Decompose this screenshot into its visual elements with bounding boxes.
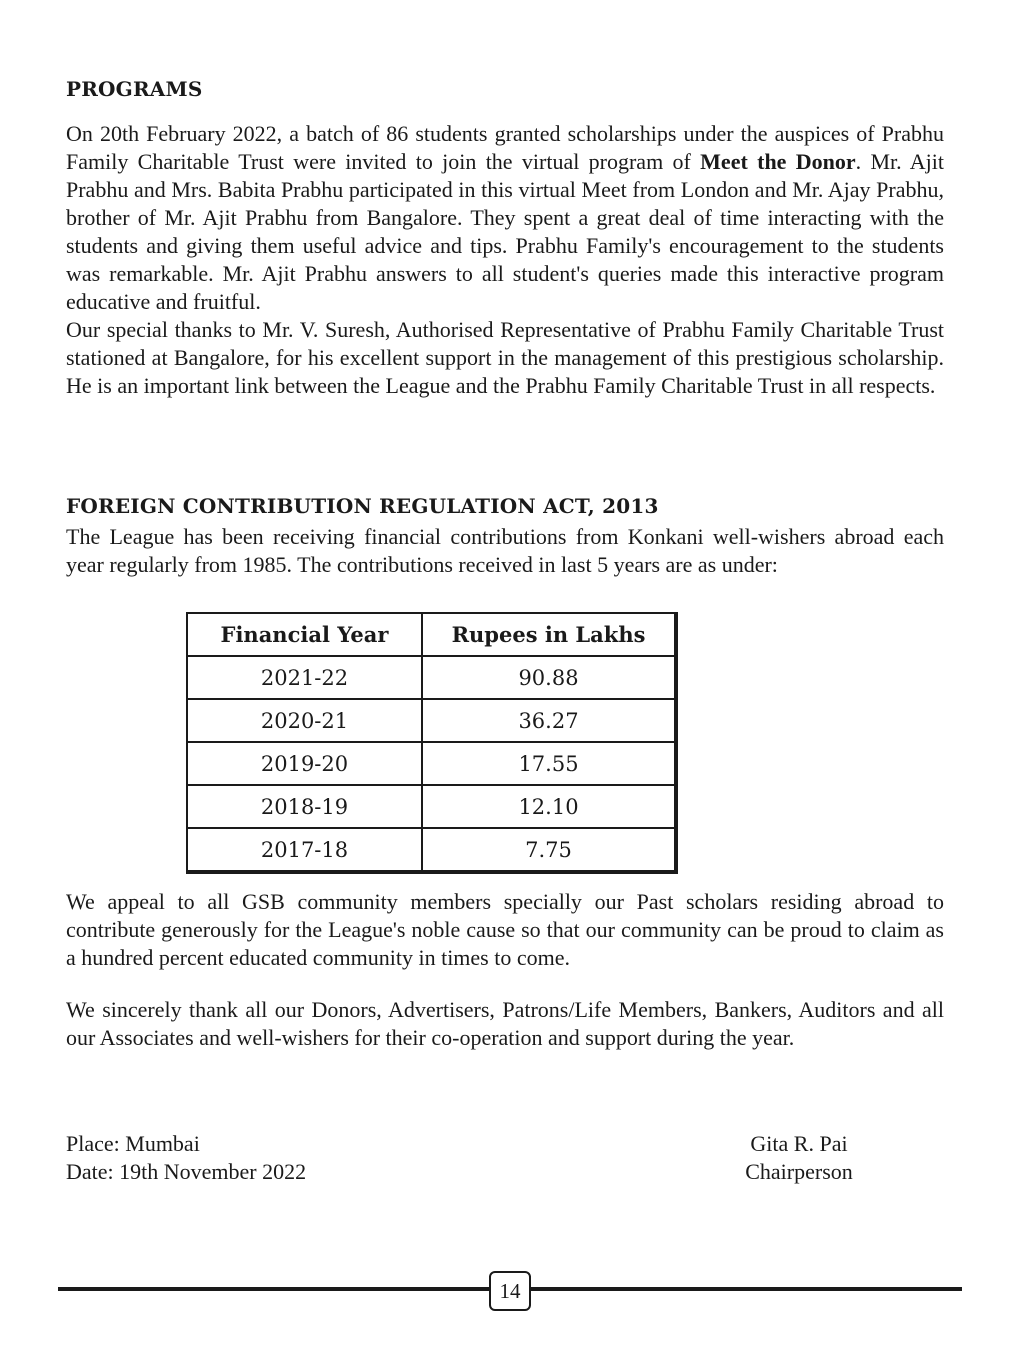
year-cell: 2019-20 bbox=[187, 742, 422, 785]
signatory-role: Chairperson bbox=[745, 1159, 853, 1184]
thanks-paragraph: We sincerely thank all our Donors, Advertisers, Patrons/Life Members, Bankers, Auditors and all our Associates and well-wishers for their co-operation and support during the year. bbox=[66, 997, 944, 1050]
signatory-name: Gita R. Pai bbox=[750, 1131, 848, 1156]
year-cell: 2017-18 bbox=[187, 828, 422, 872]
amount-cell: 36.27 bbox=[422, 699, 676, 742]
year-cell: 2018-19 bbox=[187, 785, 422, 828]
table-row bbox=[187, 699, 676, 742]
amount-cell: 17.55 bbox=[422, 742, 676, 785]
programs-paragraph-2: Our special thanks to Mr. V. Suresh, Authorised Representative of Prabhu Family Charitable Trust stationed at Bangalore, for his excellent support in the management of this prestigious scholarship. He is an important link between the League and the Prabhu Family Charitable Trust in all respects. bbox=[66, 317, 944, 398]
signature-block bbox=[734, 1130, 864, 1186]
meet-the-donor-bold: Meet the Donor bbox=[700, 149, 856, 174]
table-row bbox=[187, 828, 676, 872]
year-cell: 2021-22 bbox=[187, 656, 422, 699]
programs-text-b: . Mr. Ajit Prabhu and Mrs. Babita Prabhu participated in this virtual Meet from London and Mr. Ajay Prabhu, brother of Mr. Ajit Prabhu from Bangalore. They spent a great deal of time interacting with the students and giving them useful advice and tips. Prabhu Family's encouragement to the students was remarkable. Mr. Ajit Prabhu answers to all student's queries made this interactive program educative and fruitful. bbox=[66, 149, 945, 314]
fcra-heading: FOREIGN CONTRIBUTION REGULATION ACT, 2013 bbox=[66, 494, 659, 518]
table-row bbox=[187, 742, 676, 785]
place-date-block bbox=[66, 1130, 306, 1186]
header-rupees-in-lakhs: Rupees in Lakhs bbox=[422, 613, 676, 656]
footer-rule-right bbox=[531, 1287, 962, 1291]
table-header-row bbox=[187, 613, 676, 656]
amount-cell: 7.75 bbox=[422, 828, 676, 872]
programs-text-a: On 20th February 2022, a batch of 86 students granted scholarships under the auspices of Prabhu Family Charitable Trust were invited to join the virtual program of bbox=[66, 121, 944, 174]
date-line: Date: 19th November 2022 bbox=[66, 1159, 307, 1184]
amount-cell: 12.10 bbox=[422, 785, 676, 828]
contributions-table bbox=[186, 612, 678, 874]
fcra-intro: The League has been receiving financial contributions from Konkani well-wishers abroad each year regularly from 1985. The contributions received in last 5 years are as under: bbox=[66, 524, 944, 577]
appeal-paragraph: We appeal to all GSB community members specially our Past scholars residing abroad to contribute generously for the League's noble cause so that our community can be proud to claim as a hundred percent educated community in times to come. bbox=[66, 889, 944, 970]
table-row bbox=[187, 656, 676, 699]
programs-body bbox=[66, 120, 944, 400]
table-row bbox=[187, 785, 676, 828]
place-line: Place: Mumbai bbox=[66, 1131, 200, 1156]
amount-cell: 90.88 bbox=[422, 656, 676, 699]
page-number: 14 bbox=[489, 1271, 531, 1311]
footer-rule-left bbox=[58, 1287, 491, 1291]
programs-paragraph-1 bbox=[66, 120, 944, 316]
year-cell: 2020-21 bbox=[187, 699, 422, 742]
programs-heading: PROGRAMS bbox=[66, 77, 203, 101]
header-financial-year: Financial Year bbox=[187, 613, 422, 656]
